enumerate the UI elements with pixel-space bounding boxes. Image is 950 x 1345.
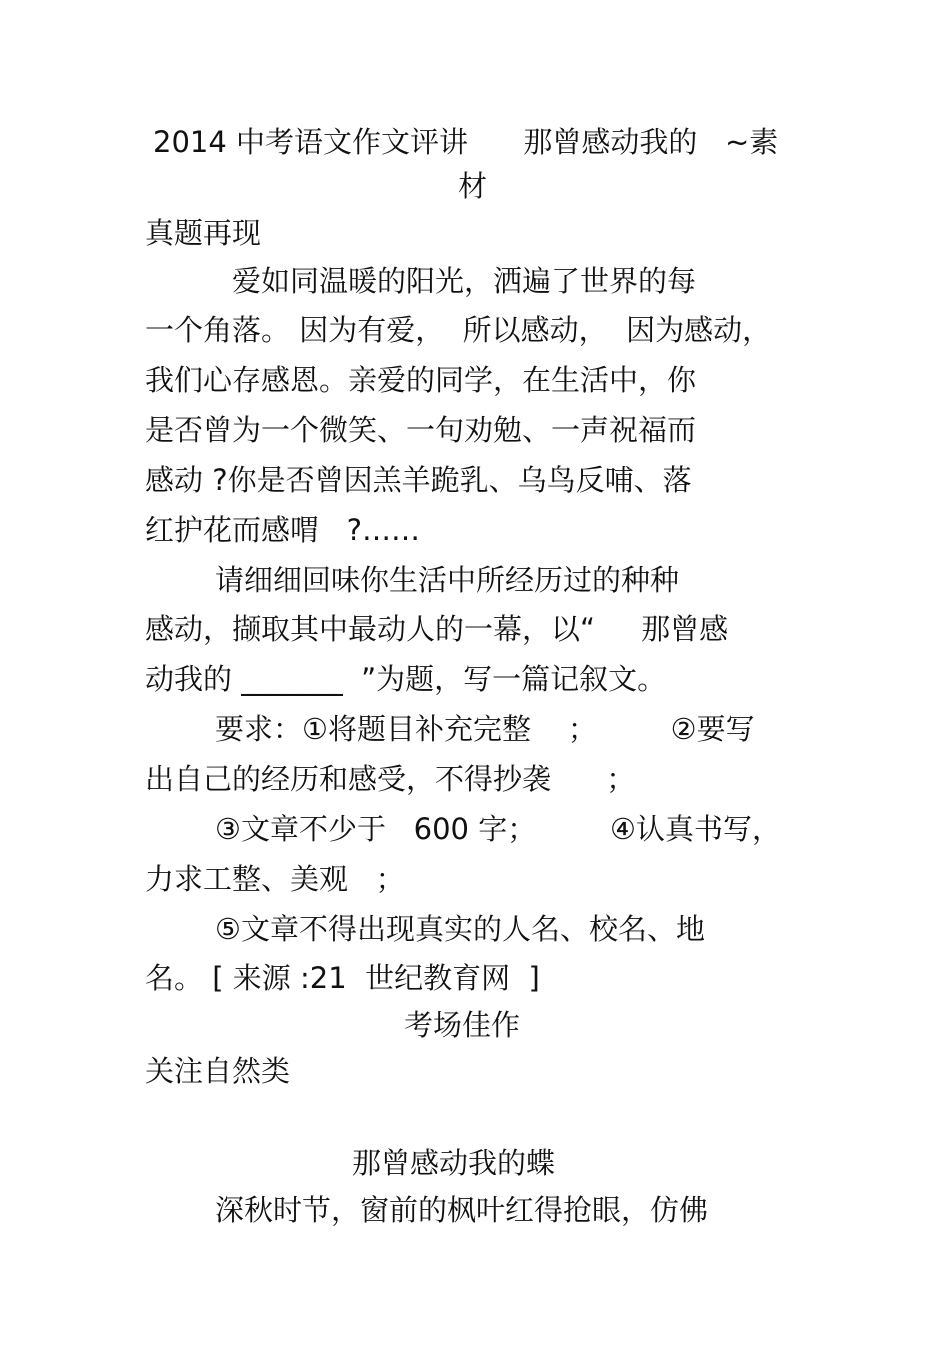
requirement-line: ⑤文章不得出现真实的人名、校名、地 [215,912,705,946]
requirement-line: 要求：①将题目补充完整 ； ②要写 [215,712,755,746]
prompt-line: 红护花而感喟 ?…… [145,513,421,547]
requirement-line: 出自己的经历和感受，不得抄袭 ； [145,762,636,796]
essay-category: 关注自然类 [145,1054,291,1088]
prompt-line: 感动 ?你是否曾因羔羊跪乳、乌鸟反哺、落 [145,463,692,497]
prompt-line: 一个角落。 因为有爱， 所以感动， 因为感动， [145,313,772,347]
prompt-line: 是否曾为一个微笑、一句劝勉、一声祝福而 [145,413,697,447]
essay-body-line: 深秋时节，窗前的枫叶红得抢眼，仿佛 [215,1193,709,1227]
requirement-line: ③文章不少于 600 字； ④认真书写， [215,812,781,846]
prompt-line: 我们心存感恩。亲爱的同学，在生活中，你 [145,363,697,397]
prompt-line: 爱如同温暖的阳光，洒遍了世界的每 [232,264,697,298]
requirement-line: 力求工整、美观 ； [145,862,405,896]
document-title-line-1: 2014 中考语文作文评讲 那曾感动我的 ~素 [153,125,779,159]
requirement-line: 名。 [ 来源 :21 世纪教育网 ] [145,961,540,995]
section-heading-real-question: 真题再现 [145,216,262,250]
prompt-line: 动我的 _______ ”为题，写一篇记叙文。 [145,662,667,696]
section-heading-exam-essay: 考场佳作 [404,1008,521,1042]
document-title-line-2: 材 [458,169,488,203]
prompt-line: 请细细回味你生活中所经历过的种种 [215,563,680,597]
prompt-line: 感动，撷取其中最动人的一幕，以“ 那曾感 [145,612,729,646]
essay-title: 那曾感动我的蝶 [352,1146,556,1180]
